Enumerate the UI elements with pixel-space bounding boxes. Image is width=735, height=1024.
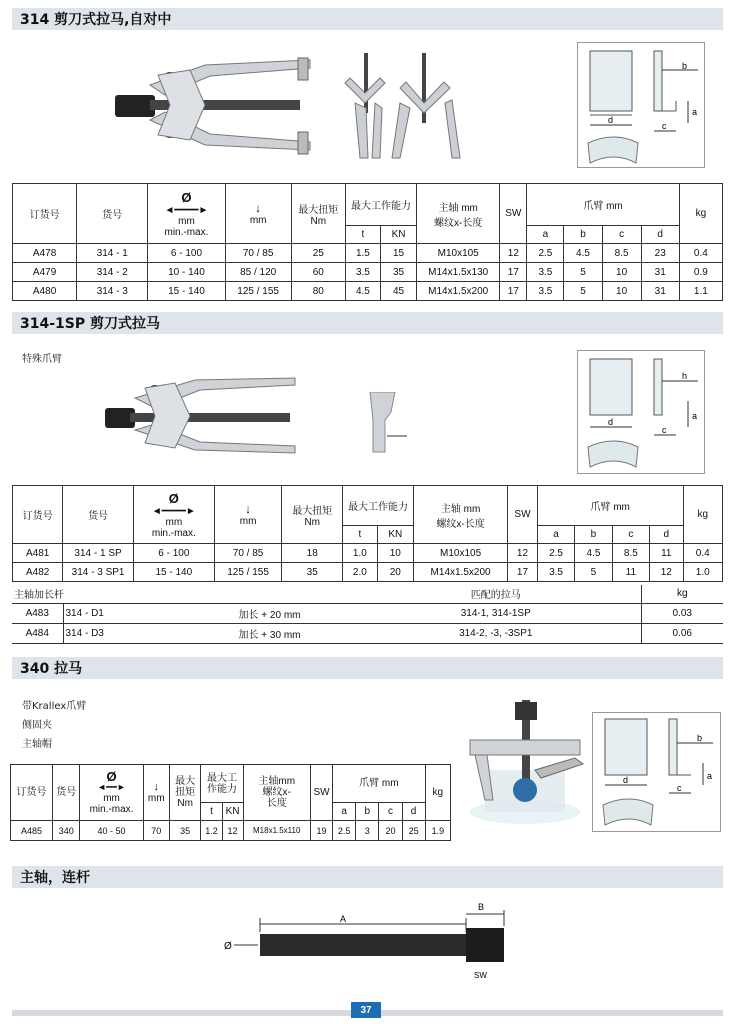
table-cell: a [527, 226, 564, 244]
table-cell: 1.2 [201, 821, 222, 841]
text-label: 最大扭矩 [292, 505, 333, 517]
table-cell: KN [377, 526, 413, 544]
table-row [12, 623, 723, 643]
table-cell: A478 [13, 244, 77, 263]
table-cell: A485 [11, 821, 53, 841]
table-row [13, 544, 723, 563]
table-cell: 匹配的拉马 [351, 585, 641, 603]
table-cell: 订货号 [13, 486, 63, 544]
table-cell: SW [310, 765, 332, 821]
table-cell: 17 [500, 282, 527, 301]
col-diameter [148, 184, 225, 244]
table-cell: 3.5 [527, 282, 564, 301]
table-cell: a [333, 803, 356, 821]
col-order-no: 订货号 [13, 184, 77, 244]
table-cell: 4.5 [575, 544, 612, 563]
table-cell [188, 585, 351, 603]
table-cell: 2.0 [343, 563, 378, 582]
table-cell: 4.5 [345, 282, 380, 301]
col-item-no: 货号 [77, 184, 148, 244]
table-cell: 3.5 [527, 263, 564, 282]
table-cell: A480 [13, 282, 77, 301]
puller-314-variants-photo [340, 48, 470, 163]
table-cell: 70 [143, 821, 169, 841]
table-cell: 0.4 [679, 244, 722, 263]
table-cell: kg [425, 765, 450, 821]
table-cell: 10 - 140 [148, 263, 225, 282]
feature-note: 带Krallex爪臂 [22, 701, 87, 712]
table-cell: 35 [282, 563, 343, 582]
arrow-both-icon: ◄━━━━► [151, 505, 196, 517]
table-cell: A484 [12, 623, 63, 643]
spec-table-314 [12, 183, 723, 301]
table-cell: 11 [650, 544, 683, 563]
spec-table-314-1sp [12, 485, 723, 582]
table-cell: 314 - 3 [77, 282, 148, 301]
table-cell: 125 / 155 [214, 563, 282, 582]
jaw-dimension-diagram-1 [577, 42, 705, 168]
table-cell [214, 486, 282, 544]
diameter-icon: Ø [106, 768, 117, 784]
dim-label-c: c [662, 425, 667, 435]
text-label: mm [239, 516, 257, 527]
table-cell: 3.5 [345, 263, 380, 282]
table-cell: 15 - 140 [148, 282, 225, 301]
puller-340-photo [465, 700, 585, 825]
table-cell: 0.9 [679, 263, 722, 282]
table-cell: 314 - D3 [63, 623, 188, 643]
text-label: 长度 [266, 798, 287, 809]
table-cell: c [379, 803, 402, 821]
table-cell: 10 [602, 263, 641, 282]
table-cell: 45 [380, 282, 416, 301]
text-label: min.-max. [89, 803, 134, 815]
table-cell: kg [641, 585, 723, 603]
text-label: 螺纹x-长度 [436, 518, 485, 530]
table-cell: M14x1.5x130 [417, 263, 500, 282]
table-cell: 5 [564, 263, 602, 282]
dim-label-A: A [340, 914, 347, 924]
dim-label-h: h [682, 371, 688, 381]
section-header-340 [12, 657, 723, 679]
puller-314-photo [110, 50, 320, 160]
table-cell: 货号 [53, 765, 80, 821]
table-cell: 25 [291, 244, 345, 263]
table-cell: kg [683, 486, 723, 544]
table-cell: 1.9 [425, 821, 450, 841]
arrow-down-icon: ↓ [245, 502, 252, 516]
table-cell: 85 / 120 [225, 263, 291, 282]
feature-note: 侧固夹 [22, 720, 52, 731]
table-cell: 货号 [63, 486, 134, 544]
table-cell: 15 - 140 [133, 563, 214, 582]
table-cell: 11 [612, 563, 649, 582]
table-cell: 314 - 1 [77, 244, 148, 263]
table-cell: M14x1.5x200 [414, 563, 508, 582]
table-cell: 314-1, 314-1SP [351, 603, 641, 623]
jaw-dimension-diagram-3 [592, 712, 721, 832]
table-cell: 12 [650, 563, 683, 582]
dim-label-a: a [692, 107, 698, 117]
special-jaw-photo [355, 392, 410, 454]
table-cell: 19 [310, 821, 332, 841]
dim-label-B: B [478, 902, 485, 912]
table-cell [143, 765, 169, 821]
text-label: mm [165, 516, 183, 528]
extension-table [12, 585, 723, 644]
section-title: 314-1SP 剪刀式拉马 [20, 316, 160, 332]
col-torque [291, 184, 345, 244]
table-cell: 125 / 155 [225, 282, 291, 301]
table-cell: 70 / 85 [225, 244, 291, 263]
text-label: 最大扭矩 [298, 204, 339, 216]
arrow-both-icon: ◄━━► [97, 781, 126, 792]
text-label: 扭矩 [175, 787, 196, 798]
table-cell: 1.0 [343, 544, 378, 563]
table-cell: 340 [53, 821, 80, 841]
table-cell: 2.5 [333, 821, 356, 841]
text-label: min.-max. [151, 527, 196, 539]
table-cell: 31 [641, 263, 679, 282]
table-cell [133, 486, 214, 544]
dim-label-sw: SW [474, 971, 487, 980]
col-arm: 爪臂 mm [527, 184, 679, 226]
table-cell: 15 [380, 244, 416, 263]
table-cell: 314 - 1 SP [63, 544, 134, 563]
dim-label-b: b [697, 733, 703, 743]
table-cell: d [641, 226, 679, 244]
table-cell: d [650, 526, 683, 544]
text-label: mm [249, 215, 267, 226]
dim-label-dia: Ø [224, 941, 232, 952]
diameter-icon: Ø [181, 189, 192, 205]
table-cell: 加长 + 20 mm [188, 603, 351, 623]
table-cell: a [537, 526, 574, 544]
table-cell: d [402, 803, 425, 821]
table-row [13, 244, 723, 263]
table-cell: 最大工作能力 [343, 486, 414, 526]
dim-label-d: d [608, 417, 614, 427]
table-cell: 20 [377, 563, 413, 582]
table-cell: t [345, 226, 380, 244]
table-cell: 314-2, -3, -3SP1 [351, 623, 641, 643]
arrow-both-icon: ◄━━━━► [164, 204, 209, 216]
table-cell: 17 [500, 263, 527, 282]
table-cell: 8.5 [612, 544, 649, 563]
text-label: 螺纹x- [262, 787, 291, 798]
text-label: min.-max. [164, 226, 209, 238]
dim-label-d: d [623, 775, 629, 785]
table-cell [414, 486, 508, 544]
col-sw: SW [500, 184, 527, 244]
puller-314-1sp-photo [100, 368, 310, 463]
table-cell [201, 765, 243, 803]
col-capacity: 最大工作能力 [345, 184, 416, 226]
table-cell: 1.5 [345, 244, 380, 263]
table-cell: 31 [641, 282, 679, 301]
table-cell: b [575, 526, 612, 544]
table-cell: 35 [169, 821, 201, 841]
text-label: 最大工 [207, 772, 237, 784]
table-cell: 订货号 [11, 765, 53, 821]
table-cell: A482 [13, 563, 63, 582]
table-cell: 6 - 100 [148, 244, 225, 263]
table-cell: 0.4 [683, 544, 723, 563]
table-cell: M14x1.5x200 [417, 282, 500, 301]
jaw-dimension-diagram-2 [577, 350, 705, 474]
table-cell: 80 [291, 282, 345, 301]
table-cell: 23 [641, 244, 679, 263]
table-cell: b [564, 226, 602, 244]
table-cell: A481 [13, 544, 63, 563]
table-cell: 20 [379, 821, 402, 841]
table-cell: 70 / 85 [214, 544, 282, 563]
spec-table-340 [10, 764, 451, 841]
table-cell: 60 [291, 263, 345, 282]
table-cell: 10 [377, 544, 413, 563]
table-cell: 8.5 [602, 244, 641, 263]
table-cell: 12 [508, 544, 538, 563]
table-cell: t [201, 803, 222, 821]
section-title: 主轴，连杆 [20, 870, 90, 886]
arrow-down-icon: ↓ [255, 201, 262, 215]
table-cell: 加长 + 30 mm [188, 623, 351, 643]
section-title: 314 剪刀式拉马,自对中 [20, 12, 172, 28]
table-cell: 爪臂 mm [537, 486, 683, 526]
dim-label-c: c [662, 121, 667, 131]
text-label: mm [147, 792, 165, 804]
section-title: 340 拉马 [20, 661, 83, 677]
table-cell: 1.1 [679, 282, 722, 301]
text-label: mm [178, 215, 195, 227]
table-cell: c [612, 526, 649, 544]
table-cell: M10x105 [417, 244, 500, 263]
col-depth [225, 184, 291, 244]
table-row [13, 282, 723, 301]
text-label: 最大 [175, 776, 196, 787]
table-cell: 17 [508, 563, 538, 582]
table-cell: c [602, 226, 641, 244]
col-kg: kg [679, 184, 722, 244]
table-cell: 12 [222, 821, 243, 841]
text-label: 螺纹x-长度 [434, 217, 483, 229]
special-jaw-note: 特殊爪臂 [22, 354, 62, 365]
col-spindle [417, 184, 500, 244]
dim-label-d: d [608, 115, 614, 125]
table-cell: A479 [13, 263, 77, 282]
page-number: 37 [351, 1002, 381, 1018]
dim-label-c: c [677, 783, 682, 793]
table-cell: 3 [356, 821, 379, 841]
table-cell: 25 [402, 821, 425, 841]
table-cell: KN [380, 226, 416, 244]
dim-label-b: b [682, 61, 688, 71]
table-cell: M18x1.5x110 [243, 821, 310, 841]
diameter-icon: Ø [168, 490, 179, 506]
table-cell: 10 [602, 282, 641, 301]
table-cell: t [343, 526, 378, 544]
table-cell: 314 - 2 [77, 263, 148, 282]
table-cell: 314 - D1 [63, 603, 188, 623]
table-cell: 3.5 [537, 563, 574, 582]
text-label: 主轴mm [258, 776, 296, 787]
table-cell: 2.5 [537, 544, 574, 563]
table-cell: 35 [380, 263, 416, 282]
table-cell [80, 765, 143, 821]
feature-note: 主轴帽 [22, 739, 52, 750]
section-header-spindle [12, 866, 723, 888]
table-cell: M10x105 [414, 544, 508, 563]
table-cell: 0.06 [641, 623, 723, 643]
table-cell [282, 486, 343, 544]
table-cell: 1.0 [683, 563, 723, 582]
table-cell: b [356, 803, 379, 821]
table-cell: 40 - 50 [80, 821, 143, 841]
table-cell: A483 [12, 603, 63, 623]
table-cell: 18 [282, 544, 343, 563]
table-cell: 314 - 3 SP1 [63, 563, 134, 582]
table-cell [243, 765, 310, 821]
table-cell: 爪臂 mm [333, 765, 426, 803]
table-cell: 5 [575, 563, 612, 582]
dim-label-a: a [707, 771, 713, 781]
table-cell: 5 [564, 282, 602, 301]
table-cell: 主轴加长杆 [12, 585, 188, 603]
text-label: 主轴 mm [440, 503, 481, 515]
table-cell: SW [508, 486, 538, 544]
table-cell: 12 [500, 244, 527, 263]
text-label: Nm [177, 798, 193, 809]
text-label: mm [103, 792, 120, 804]
table-cell [169, 765, 201, 821]
spindle-drawing [220, 900, 516, 984]
text-label: Nm [304, 516, 320, 528]
text-label: Nm [310, 215, 327, 227]
table-cell: KN [222, 803, 243, 821]
section-header-314 [12, 8, 723, 30]
table-row [13, 263, 723, 282]
table-row [11, 821, 451, 841]
dim-label-a: a [692, 411, 698, 421]
table-row [12, 603, 723, 623]
table-cell: 2.5 [527, 244, 564, 263]
table-cell: 4.5 [564, 244, 602, 263]
section-header-314-1sp [12, 312, 723, 334]
text-label: 主轴 mm [438, 202, 478, 214]
arrow-down-icon: ↓ [153, 780, 159, 793]
table-cell: 6 - 100 [133, 544, 214, 563]
table-cell: 0.03 [641, 603, 723, 623]
table-row [13, 563, 723, 582]
text-label: 作能力 [207, 783, 237, 795]
